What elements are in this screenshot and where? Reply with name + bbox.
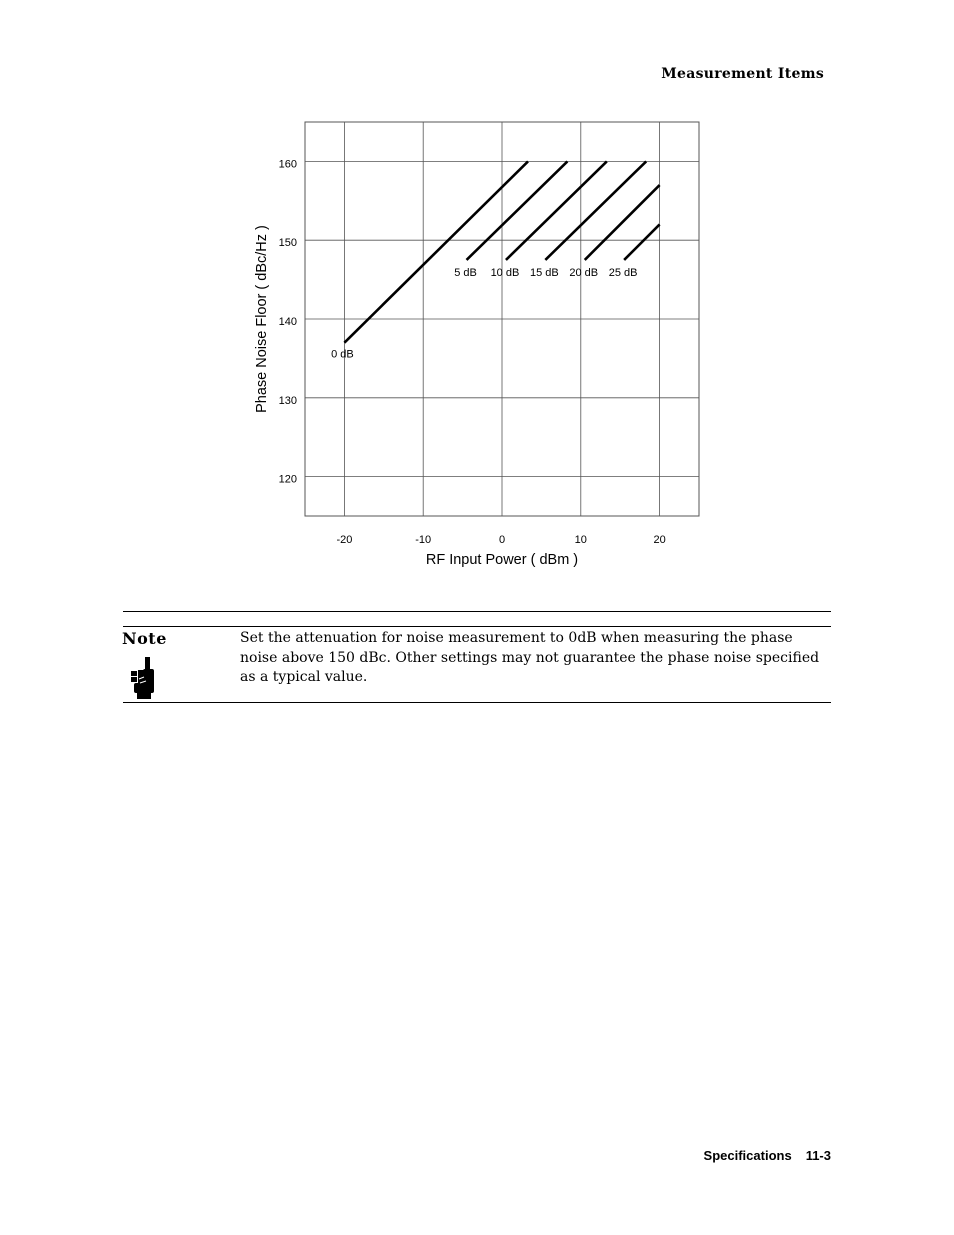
series-label: 15 dB xyxy=(529,266,559,279)
section-title: Measurement Items xyxy=(661,66,824,82)
series-line xyxy=(545,161,646,260)
note-inner-rule xyxy=(123,626,831,627)
series-label: 25 dB xyxy=(608,266,638,279)
series-label: 20 dB xyxy=(569,266,599,279)
x-tick-label: 0 xyxy=(498,534,506,546)
note-text: Set the attenuation for noise measurement to 0dB when measuring the phase noise above 150 dBc. Other settings may not guarantee the phase noise specified as a typical value. xyxy=(240,630,820,685)
footer-section: Specifications xyxy=(703,1148,792,1163)
y-axis-label: Phase Noise Floor ( dBc/Hz ) xyxy=(254,225,270,413)
series-label: 5 dB xyxy=(454,266,477,279)
page-number: 11-3 xyxy=(805,1148,831,1163)
y-tick-label: 140 xyxy=(278,316,297,328)
series-label: 0 dB xyxy=(331,348,354,361)
note-bottom-rule xyxy=(123,702,831,703)
page-footer xyxy=(704,1148,831,1163)
note-top-rule xyxy=(123,611,831,612)
series-line xyxy=(467,161,568,260)
pointing-hand-icon xyxy=(128,657,156,699)
phase-noise-chart xyxy=(0,0,954,600)
series-line xyxy=(344,161,528,342)
x-axis-label: RF Input Power ( dBm ) xyxy=(425,552,579,568)
series-label: 10 dB xyxy=(490,266,520,279)
x-tick-label: -10 xyxy=(415,534,432,546)
series-line xyxy=(624,224,659,259)
x-tick-label: 20 xyxy=(653,534,666,546)
y-tick-label: 130 xyxy=(278,394,297,407)
note-label: Note xyxy=(122,629,167,648)
series-line xyxy=(585,185,660,260)
y-tick-label: 160 xyxy=(278,158,297,171)
series-line xyxy=(506,161,607,260)
x-tick-label: -20 xyxy=(336,534,353,546)
x-tick-label: 10 xyxy=(574,534,587,546)
y-tick-label: 120 xyxy=(278,473,297,486)
y-tick-label: 150 xyxy=(278,237,297,250)
